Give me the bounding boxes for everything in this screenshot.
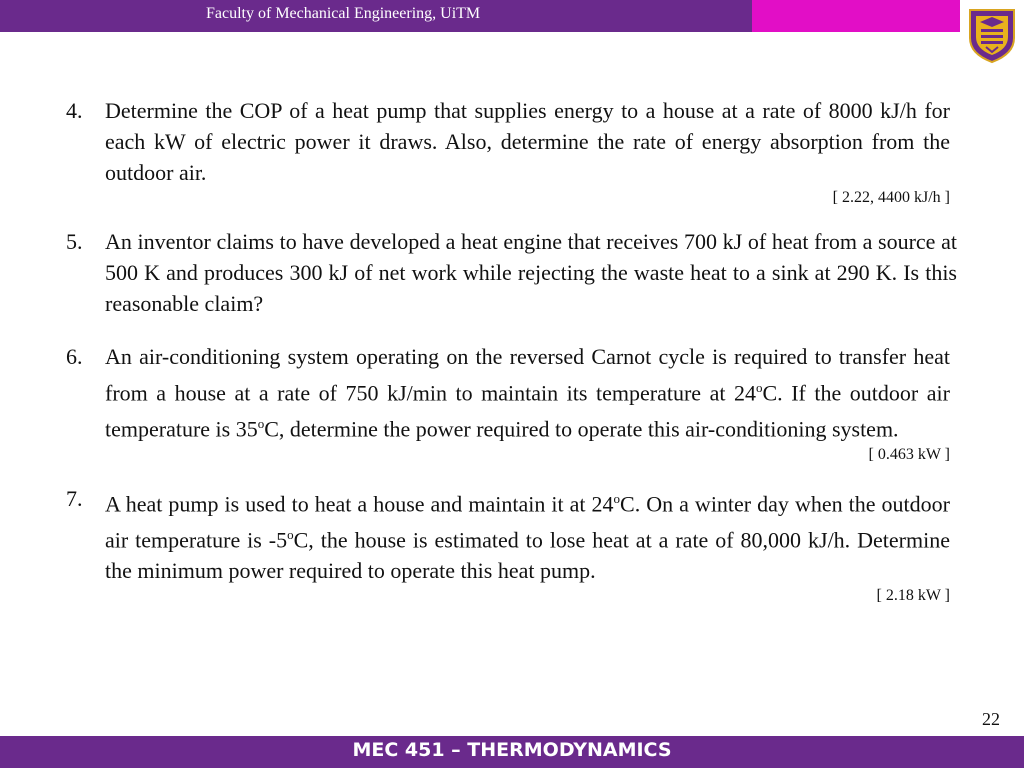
question-item (66, 341, 950, 465)
uitm-crest-icon (966, 4, 1018, 64)
question-text: An air-conditioning system operating on the reversed Carnot cycle is required to transfer heat from a house at a rate of 750 kJ/min to maintain its temperature at 24$^o$C. If the outdoor air temperature is 35$^o$C, determine the power required to operate this air-conditioning system. (105, 344, 950, 442)
question-answer: [ 2.18 kW ] (876, 587, 950, 605)
question-text: An inventor claims to have developed a heat engine that receives 700 kJ of heat from a source at 500 K and produces 300 kJ of net work while rejecting the waste heat to a sink at 290 K. Is this reasonable claim? (105, 229, 957, 316)
question-text: A heat pump is used to heat a house and maintain it at 24$^o$C. On a winter day when the outdoor air temperature is -5$^o$C, the house is estimated to lose heat at a rate of 80,000 kJ/h. Determine the minimum power required to operate this heat pump. (105, 490, 950, 584)
question-number: 7. (66, 485, 83, 511)
question-number: 5. (66, 229, 83, 254)
question-item (66, 226, 957, 319)
page-number: 22 (982, 709, 1000, 729)
question-number: 4. (66, 98, 83, 123)
footer-title: MEC 451 – THERMODYNAMICS (352, 739, 672, 761)
header-title: Faculty of Mechanical Engineering, UiTM (206, 5, 481, 22)
question-answer: [ 2.22, 4400 kJ/h ] (832, 189, 950, 206)
header-accent-bar (752, 0, 960, 32)
question-number: 6. (66, 344, 83, 369)
question-text: Determine the COP of a heat pump that supplies energy to a house at a rate of 8000 kJ/h for each kW of electric power it draws. Also, determine the rate of energy absorption from the outdoor air. (105, 98, 950, 185)
question-list (66, 95, 957, 606)
question-item (66, 483, 950, 607)
question-item (66, 95, 950, 208)
question-answer: [ 0.463 kW ] (868, 445, 950, 463)
